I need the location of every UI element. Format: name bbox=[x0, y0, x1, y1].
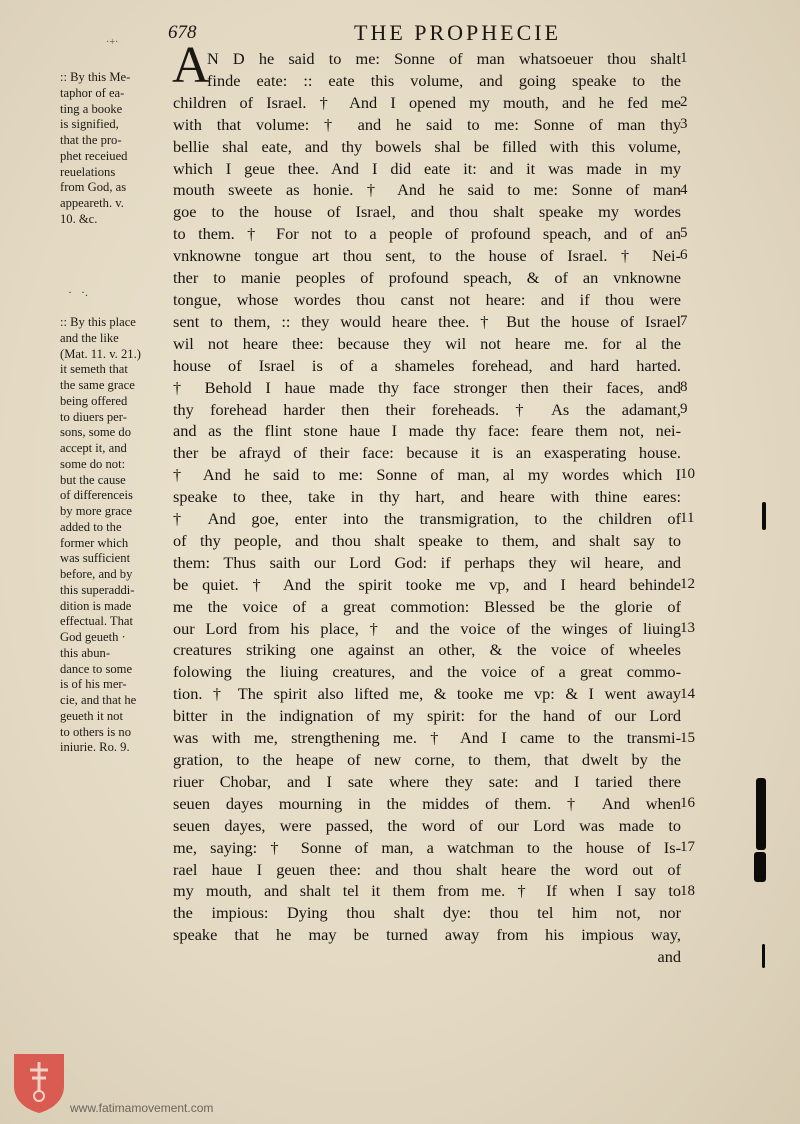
scan-edge-mark-2 bbox=[756, 778, 766, 850]
body-text-line: goe to the house of Israel, and thou shalt speake my wordes bbox=[173, 202, 681, 222]
top-ornament: ·+· bbox=[106, 37, 119, 48]
margin-note-line: added to the bbox=[60, 519, 122, 534]
body-text-line: me, saying: † Sonne of man, a watchman to the house of Is- bbox=[173, 837, 681, 857]
margin-dots: · ·. bbox=[68, 285, 88, 299]
margin-note-line: sons, some do bbox=[60, 425, 132, 440]
verse-number: 13 bbox=[680, 619, 695, 636]
body-text-line: was with me, strengthening me. † And I came to the transmi- bbox=[173, 728, 681, 748]
body-text-line: house of Israel is of a shameles forehead, and hard harted. bbox=[173, 355, 681, 375]
verse-number: 7 bbox=[680, 313, 688, 330]
margin-note-line: was sufficient bbox=[60, 551, 131, 566]
body-text-line: riuer Chobar, and I sate where they sate: and I taried there bbox=[173, 771, 681, 791]
margin-note-line: dance to some bbox=[60, 661, 133, 676]
body-text-line: to them. † For not to a people of profound speach, and of an bbox=[173, 224, 681, 244]
body-text-line: mouth sweete as honie. † And he said to me: Sonne of man bbox=[173, 180, 681, 200]
verse-number: 8 bbox=[680, 378, 688, 395]
margin-note-line: from God, as bbox=[60, 180, 127, 195]
verse-number: 10 bbox=[680, 466, 695, 483]
margin-note-line: (Mat. 11. v. 21.) bbox=[60, 346, 141, 361]
margin-note-line: to diuers per- bbox=[60, 409, 127, 424]
verse-number: 1 bbox=[680, 50, 688, 66]
body-text-line: tion. † The spirit also lifted me, & tooke me vp: & I went away bbox=[173, 684, 681, 704]
margin-note-line: to others is no bbox=[60, 724, 132, 739]
margin-note-line: :: By this place bbox=[60, 315, 136, 329]
verse-number: 16 bbox=[680, 795, 695, 812]
margin-note-line: it semeth that bbox=[60, 362, 128, 377]
margin-note-line: is of his mer- bbox=[60, 677, 127, 692]
drop-cap: A bbox=[172, 37, 210, 94]
verse-number: 12 bbox=[680, 576, 695, 593]
margin-note-line: but the cause bbox=[60, 472, 126, 487]
body-text-line: † And goe, enter into the transmigration, to the children of bbox=[173, 509, 681, 529]
body-text-line: wil not heare thee: because they wil not heare me. for al the bbox=[173, 333, 681, 353]
margin-note-line: of differenceis bbox=[60, 488, 133, 503]
body-text-line: seuen dayes, were passed, the word of our Lord was made to bbox=[173, 815, 681, 835]
margin-note-1 bbox=[60, 70, 166, 228]
body-text-line: them: Thus saith our Lord God: if perhaps they wil heare, and bbox=[173, 552, 681, 572]
body-text bbox=[173, 48, 681, 968]
body-text-line: folowing the liuing creatures, and the voice of a great commo- bbox=[173, 662, 681, 682]
margin-note-line: phet receiued bbox=[60, 148, 128, 163]
margin-note-line: :: By this Me- bbox=[60, 70, 131, 84]
body-text-line: bellie shal eate, and thy bowels shal be filled with this volume, bbox=[173, 136, 681, 156]
body-text-line: and bbox=[657, 947, 681, 967]
margin-note-line: reuelations bbox=[60, 164, 116, 179]
verse-number: 4 bbox=[680, 181, 688, 198]
body-text-line: ther to manie peoples of profound speach, & of an vnknowne bbox=[173, 268, 681, 288]
verse-number: 9 bbox=[680, 400, 688, 417]
margin-note-line: appeareth. v. bbox=[60, 196, 124, 210]
verse-number: 11 bbox=[680, 510, 695, 527]
body-text-line: bitter in the indignation of my spirit: for the hand of our Lord bbox=[173, 706, 681, 726]
verse-number: 5 bbox=[680, 225, 688, 242]
margin-note-line: iniurie. Ro. 9. bbox=[60, 740, 130, 755]
verse-number: 2 bbox=[680, 93, 688, 110]
verse-number: 18 bbox=[680, 882, 695, 899]
margin-note-line: and the like bbox=[60, 330, 119, 345]
scan-edge-mark-3 bbox=[754, 852, 766, 882]
body-text-line: creatures striking one against an other, & the voice of wheeles bbox=[173, 640, 681, 660]
verse-number: 3 bbox=[680, 115, 688, 132]
margin-note-line: God geueth · bbox=[60, 630, 126, 644]
margin-note-line: this superaddi- bbox=[60, 582, 135, 597]
body-text-line: vnknowne tongue art thou sent, to the house of Israel. † Nei- bbox=[173, 246, 681, 266]
margin-note-2 bbox=[60, 315, 166, 756]
scan-edge-mark-1 bbox=[762, 502, 766, 530]
margin-note-line: dition is made bbox=[60, 598, 132, 613]
body-text-line: speake that he may be turned away from his impious way, bbox=[173, 925, 681, 945]
margin-note-line: this abun- bbox=[60, 645, 111, 660]
body-text-line: of thy people, and thou shalt speake to them, and shalt say to bbox=[173, 530, 681, 550]
margin-note-line: is signified, bbox=[60, 117, 119, 132]
margin-note-line: taphor of ea- bbox=[60, 85, 125, 100]
margin-note-line: ting a booke bbox=[60, 101, 123, 116]
verse-number: 15 bbox=[680, 729, 695, 746]
body-text-line: N D he said to me: Sonne of man whatsoeuer thou shalt bbox=[207, 49, 681, 68]
footer-website-link[interactable]: www.fatimamovement.com bbox=[70, 1101, 214, 1115]
body-text-line: be quiet. † And the spirit tooke me vp, and I heard behinde bbox=[173, 574, 681, 594]
body-text-line: the impious: Dying thou shalt dye: thou tel him not, nor bbox=[173, 903, 681, 923]
verse-number: 17 bbox=[680, 839, 695, 856]
body-text-line: gration, to the heape of new corne, to them, that dwelt by the bbox=[173, 750, 681, 769]
margin-note-line: by more grace bbox=[60, 504, 133, 518]
body-text-line: me the voice of a great commotion: Blessed be the glorie of bbox=[173, 596, 681, 616]
body-text-line: thy forehead harder then their foreheads. † As the adamant, bbox=[173, 399, 681, 419]
verse-number: 6 bbox=[680, 247, 688, 264]
margin-note-line: accept it, and bbox=[60, 441, 127, 455]
body-text-line: tongue, whose wordes thou canst not heare: and if thou were bbox=[173, 289, 681, 309]
body-text-line: † And he said to me: Sonne of man, al my wordes which I bbox=[173, 465, 681, 485]
papal-shield-icon bbox=[12, 1052, 66, 1114]
margin-note-line: before, and by bbox=[60, 567, 133, 581]
margin-note-line: effectual. That bbox=[60, 614, 133, 629]
body-text-line: our Lord from his place, † and the voice of the winges of liuing bbox=[173, 618, 681, 638]
body-text-line: finde eate: :: eate this volume, and going speake to the bbox=[207, 70, 681, 90]
body-text-line: seuen dayes mourning in the middes of them. † And when bbox=[173, 793, 681, 813]
body-text-line: rael haue I geuen thee: and thou shalt heare the word out of bbox=[173, 859, 681, 879]
body-text-line: † Behold I haue made thy face stronger then their faces, and bbox=[173, 377, 681, 397]
page-number: 678 bbox=[168, 22, 197, 43]
body-text-line: with that volume: † and he said to me: Sonne of man thy bbox=[173, 114, 681, 134]
running-head: THE PROPHECIE bbox=[354, 20, 562, 45]
scan-edge-mark-4 bbox=[762, 944, 765, 968]
body-text-line: and as the flint stone haue I made thy face: feare them not, nei- bbox=[173, 421, 681, 441]
body-text-line: ther be afrayd of their face: because it is an exasperating house. bbox=[173, 443, 681, 463]
margin-note-line: that the pro- bbox=[60, 133, 122, 147]
margin-note-line: the same grace bbox=[60, 378, 135, 392]
margin-note-line: 10. &c. bbox=[60, 211, 98, 226]
verse-number: 14 bbox=[680, 685, 695, 702]
body-text-line: sent to them, :: they would heare thee. † But the house of Israel bbox=[173, 311, 681, 331]
body-text-line: my mouth, and shalt tel it them from me. † If when I say to bbox=[173, 881, 681, 901]
margin-note-line: being offered bbox=[60, 393, 128, 408]
margin-note-line: some do not: bbox=[60, 456, 126, 471]
margin-note-line: geueth it not bbox=[60, 708, 123, 723]
body-text-line: which I geue thee. And I did eate it: and it was made in my bbox=[173, 158, 681, 178]
margin-note-line: former which bbox=[60, 535, 129, 550]
body-text-line: children of Israel. † And I opened my mouth, and he fed me bbox=[173, 92, 681, 112]
margin-note-line: cie, and that he bbox=[60, 693, 137, 707]
body-text-line: speake to thee, take in thy hart, and heare with thine eares: bbox=[173, 487, 681, 507]
